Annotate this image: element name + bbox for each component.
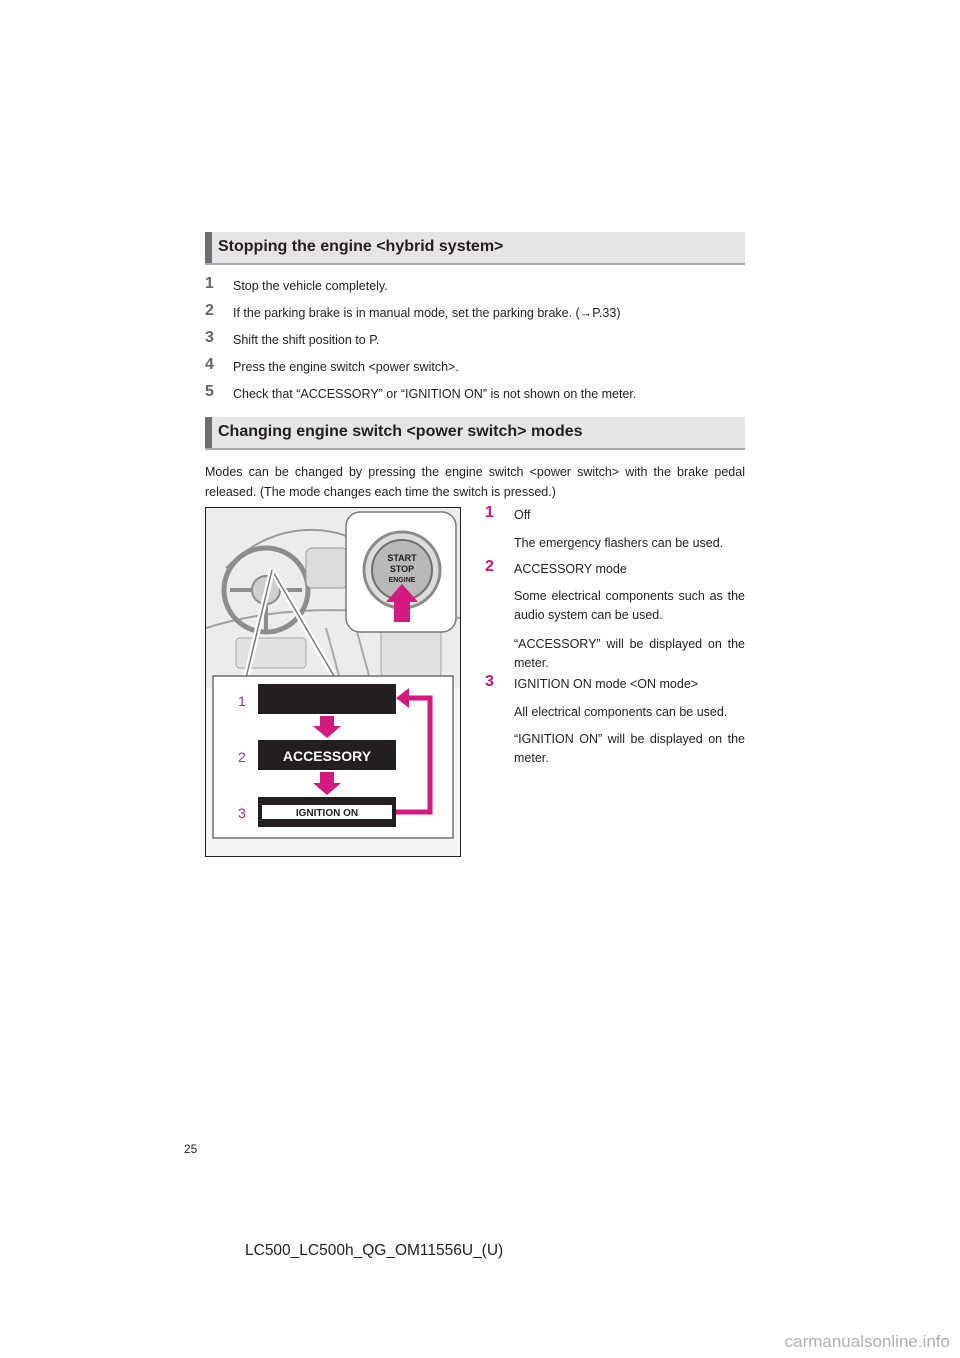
page-number: 25 [184, 1142, 198, 1156]
step-number: 5 [205, 383, 214, 400]
mode-label: Off [514, 508, 531, 522]
meter-display-off [258, 684, 396, 714]
section-title: Changing engine switch <power switch> modes [218, 423, 583, 440]
engine-switch-illustration [205, 507, 461, 857]
mode-number: 1 [238, 693, 246, 709]
mode-label: ACCESSORY mode [514, 562, 627, 576]
mode-description: All electrical components can be used. [514, 705, 728, 719]
step-text: Stop the vehicle completely. [233, 279, 388, 293]
step-number: 4 [205, 356, 214, 373]
button-label-stop: STOP [389, 564, 415, 574]
mode-description: “IGNITION ON” will be displayed on the meter. [514, 732, 745, 765]
mode-label: IGNITION ON mode <ON mode> [514, 677, 699, 691]
watermark: carmanualsonline.info [784, 1332, 950, 1351]
button-label-engine: ENGINE [388, 577, 416, 584]
step-number: 3 [205, 329, 214, 346]
step-text: Check that “ACCESSORY” or “IGNITION ON” is not shown on the meter. [233, 387, 637, 401]
mode-number: 2 [238, 749, 246, 765]
mode-number: 1 [485, 504, 494, 521]
step-text: If the parking brake is in manual mode, set the parking brake. (→P.33) [233, 306, 621, 320]
intro-paragraph: Modes can be changed by pressing the engine switch <power switch> with the brake pedal released. (The mode changes each time the switch is pressed.) [205, 465, 745, 499]
mode-description: “ACCESSORY” will be displayed on the meter. [514, 637, 745, 670]
mode-description: The emergency flashers can be used. [514, 536, 724, 550]
meter-text-accessory: ACCESSORY [282, 748, 372, 764]
mode-description: Some electrical components such as the audio system can be used. [514, 589, 745, 622]
section-accent [205, 417, 212, 448]
section-header-changing-modes [205, 417, 745, 450]
section-accent [205, 232, 212, 263]
step-text: Shift the shift position to P. [233, 333, 380, 347]
step-number: 1 [205, 275, 214, 292]
meter-text-ignition-on: IGNITION ON [295, 808, 359, 819]
section-title: Stopping the engine <hybrid system> [218, 238, 504, 255]
button-label-start: START [387, 553, 417, 563]
section-header-stopping-engine [205, 232, 745, 265]
document-code-footer: LC500_LC500h_QG_OM11556U_(U) [245, 1242, 504, 1259]
mode-number: 3 [485, 673, 494, 690]
mode-number: 3 [238, 805, 246, 821]
step-number: 2 [205, 302, 214, 319]
mode-number: 2 [485, 558, 494, 575]
step-text: Press the engine switch <power switch>. [233, 360, 459, 374]
